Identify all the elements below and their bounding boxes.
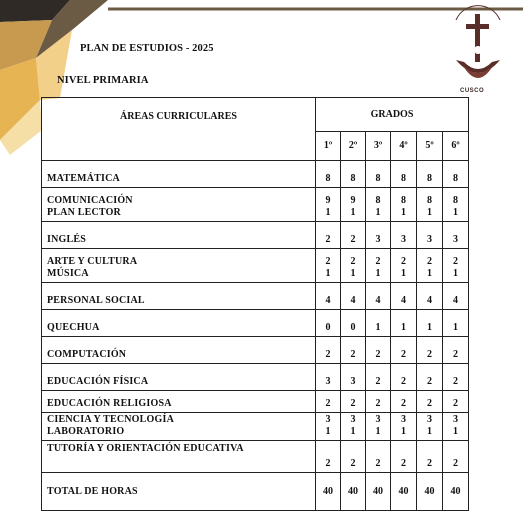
hours-subvalue: 1 bbox=[453, 206, 458, 218]
hours-value: 2 bbox=[375, 457, 381, 469]
hours-subvalue: 1 bbox=[375, 267, 381, 279]
hours-value: 2 bbox=[325, 256, 331, 267]
hours-value: 2 bbox=[453, 397, 458, 409]
hours-cell bbox=[391, 441, 417, 473]
hours-cell bbox=[341, 310, 366, 337]
hours-value: 3 bbox=[350, 414, 356, 425]
hours-cell bbox=[443, 364, 469, 391]
hours-value: 3 bbox=[427, 233, 432, 245]
hours-cell bbox=[443, 161, 469, 188]
hours-value: 2 bbox=[401, 397, 406, 409]
hours-value: 9 bbox=[325, 195, 331, 206]
hours-cell bbox=[316, 413, 341, 441]
area-name: EDUCACIÓN RELIGIOSA bbox=[47, 397, 172, 409]
hours-subvalue: 1 bbox=[401, 425, 406, 437]
area-cell bbox=[42, 188, 316, 222]
hours-value: 1 bbox=[427, 321, 432, 333]
area-name: QUECHUA bbox=[47, 321, 100, 333]
hours-cell bbox=[417, 413, 443, 441]
hours-value: 2 bbox=[325, 397, 331, 409]
hours-value: 2 bbox=[427, 348, 432, 360]
hours-value: 3 bbox=[401, 233, 406, 245]
area-name: COMPUTACIÓN bbox=[47, 348, 127, 360]
hours-value: 1 bbox=[375, 321, 381, 333]
hours-value: 4 bbox=[401, 294, 406, 306]
area-subname: LABORATORIO bbox=[47, 425, 125, 437]
hours-cell bbox=[391, 364, 417, 391]
hours-subvalue: 1 bbox=[427, 267, 432, 279]
hours-value: 2 bbox=[325, 233, 331, 245]
logo-text: CUSCO bbox=[460, 88, 485, 94]
hours-cell bbox=[366, 337, 391, 364]
hours-value: 3 bbox=[453, 414, 458, 425]
hours-value: 2 bbox=[375, 397, 381, 409]
grade-2: 2º bbox=[341, 132, 366, 161]
hours-value: 2 bbox=[375, 375, 381, 387]
area-name: EDUCACIÓN FÍSICA bbox=[47, 375, 149, 387]
hours-value: 8 bbox=[401, 172, 406, 184]
hours-value: 40 bbox=[323, 485, 333, 497]
hours-value: 40 bbox=[373, 485, 383, 497]
hours-cell bbox=[316, 473, 341, 511]
area-cell bbox=[42, 161, 316, 188]
table-row bbox=[42, 413, 469, 441]
grade-3: 3º bbox=[366, 132, 391, 161]
hours-value: 2 bbox=[427, 397, 432, 409]
table-row bbox=[42, 391, 469, 413]
hours-subvalue: 1 bbox=[427, 425, 432, 437]
hours-cell bbox=[443, 310, 469, 337]
area-name: PERSONAL SOCIAL bbox=[47, 294, 145, 306]
hours-cell bbox=[366, 222, 391, 249]
hours-cell bbox=[417, 364, 443, 391]
hours-value: 8 bbox=[427, 195, 432, 206]
hours-cell bbox=[316, 310, 341, 337]
hours-cell bbox=[366, 161, 391, 188]
hours-cell bbox=[366, 441, 391, 473]
hours-value: 2 bbox=[350, 348, 356, 360]
hours-cell bbox=[391, 310, 417, 337]
area-cell bbox=[42, 222, 316, 249]
hours-value: 8 bbox=[350, 172, 356, 184]
hours-value: 0 bbox=[325, 321, 331, 333]
area-name: COMUNICACIÓN bbox=[47, 195, 133, 206]
hours-value: 2 bbox=[427, 375, 432, 387]
hours-value: 8 bbox=[375, 172, 381, 184]
hours-value: 4 bbox=[453, 294, 458, 306]
hours-value: 40 bbox=[398, 485, 409, 497]
hours-subvalue: 1 bbox=[325, 267, 331, 279]
hours-value: 1 bbox=[401, 321, 406, 333]
hours-cell bbox=[341, 222, 366, 249]
hours-cell bbox=[443, 413, 469, 441]
hours-cell bbox=[443, 283, 469, 310]
hours-cell bbox=[443, 473, 469, 511]
hours-cell bbox=[316, 391, 341, 413]
hours-value: 2 bbox=[350, 457, 356, 469]
hours-cell bbox=[391, 222, 417, 249]
hours-value: 3 bbox=[427, 414, 432, 425]
area-cell bbox=[42, 249, 316, 283]
hours-cell bbox=[316, 161, 341, 188]
area-subname: MÚSICA bbox=[47, 267, 89, 279]
hours-value: 3 bbox=[375, 414, 381, 425]
hours-cell bbox=[417, 337, 443, 364]
area-cell bbox=[42, 337, 316, 364]
hours-cell bbox=[391, 188, 417, 222]
hours-value: 8 bbox=[325, 172, 331, 184]
hours-cell bbox=[366, 188, 391, 222]
hours-cell bbox=[341, 364, 366, 391]
hours-value: 2 bbox=[350, 397, 356, 409]
hours-value: 2 bbox=[427, 457, 432, 469]
hours-subvalue: 1 bbox=[325, 206, 331, 218]
hours-value: 0 bbox=[350, 321, 356, 333]
hours-value: 4 bbox=[350, 294, 356, 306]
area-name: MATEMÁTICA bbox=[47, 172, 120, 184]
area-name: TOTAL DE HORAS bbox=[47, 485, 138, 497]
hours-cell bbox=[417, 249, 443, 283]
hours-cell bbox=[341, 391, 366, 413]
hours-cell bbox=[316, 364, 341, 391]
hours-value: 8 bbox=[427, 172, 432, 184]
hours-cell bbox=[443, 391, 469, 413]
hours-value: 1 bbox=[453, 321, 458, 333]
areas-header: ÁREAS CURRICULARES bbox=[42, 98, 316, 161]
grade-1: 1º bbox=[316, 132, 341, 161]
area-cell bbox=[42, 391, 316, 413]
hours-cell bbox=[391, 391, 417, 413]
hours-subvalue: 1 bbox=[375, 425, 381, 437]
hours-value: 2 bbox=[350, 256, 356, 267]
hours-cell bbox=[366, 473, 391, 511]
hours-value: 2 bbox=[375, 256, 381, 267]
table-row bbox=[42, 188, 469, 222]
hours-cell bbox=[341, 188, 366, 222]
hours-value: 8 bbox=[453, 195, 458, 206]
table-row bbox=[42, 473, 469, 511]
hours-value: 40 bbox=[424, 485, 435, 497]
hours-cell bbox=[417, 161, 443, 188]
hours-cell bbox=[341, 473, 366, 511]
hours-cell bbox=[366, 310, 391, 337]
hours-value: 2 bbox=[453, 457, 458, 469]
hours-cell bbox=[341, 413, 366, 441]
hours-value: 3 bbox=[325, 375, 331, 387]
hours-value: 2 bbox=[401, 348, 406, 360]
hours-cell bbox=[341, 283, 366, 310]
curriculum-table bbox=[41, 97, 469, 511]
area-cell bbox=[42, 283, 316, 310]
hours-value: 8 bbox=[453, 172, 458, 184]
hours-value: 2 bbox=[375, 348, 381, 360]
hours-cell bbox=[316, 283, 341, 310]
hours-cell bbox=[316, 188, 341, 222]
hours-cell bbox=[417, 188, 443, 222]
hours-cell bbox=[316, 222, 341, 249]
hours-value: 4 bbox=[427, 294, 432, 306]
hours-cell bbox=[391, 283, 417, 310]
hours-cell bbox=[366, 391, 391, 413]
hours-value: 3 bbox=[401, 414, 406, 425]
hours-cell bbox=[366, 364, 391, 391]
hours-value: 4 bbox=[375, 294, 381, 306]
table-row bbox=[42, 161, 469, 188]
hours-subvalue: 1 bbox=[401, 206, 406, 218]
hours-value: 2 bbox=[453, 348, 458, 360]
hours-cell bbox=[417, 473, 443, 511]
hours-cell bbox=[341, 161, 366, 188]
hours-cell bbox=[417, 310, 443, 337]
hours-value: 4 bbox=[325, 294, 331, 306]
hours-cell bbox=[366, 283, 391, 310]
hours-cell bbox=[417, 391, 443, 413]
document-subtitle: NIVEL PRIMARIA bbox=[57, 75, 149, 86]
hours-value: 3 bbox=[453, 233, 458, 245]
hours-cell bbox=[391, 337, 417, 364]
grade-4: 4º bbox=[391, 132, 417, 161]
area-cell bbox=[42, 441, 316, 473]
hours-cell bbox=[341, 441, 366, 473]
header-row bbox=[42, 98, 469, 132]
area-subname: PLAN LECTOR bbox=[47, 206, 121, 218]
hours-value: 8 bbox=[401, 195, 406, 206]
hours-cell bbox=[341, 249, 366, 283]
hours-subvalue: 1 bbox=[401, 267, 406, 279]
hours-subvalue: 1 bbox=[375, 206, 381, 218]
hours-cell bbox=[443, 188, 469, 222]
hours-subvalue: 1 bbox=[427, 206, 432, 218]
table-row bbox=[42, 441, 469, 473]
area-name: TUTORÍA Y ORIENTACIÓN EDUCATIVA bbox=[47, 443, 244, 454]
hours-value: 2 bbox=[325, 457, 331, 469]
area-cell bbox=[42, 310, 316, 337]
hours-value: 2 bbox=[401, 375, 406, 387]
hours-subvalue: 1 bbox=[453, 425, 458, 437]
table-row bbox=[42, 283, 469, 310]
hours-value: 2 bbox=[427, 256, 432, 267]
hours-subvalue: 1 bbox=[350, 425, 356, 437]
hours-value: 8 bbox=[375, 195, 381, 206]
hours-cell bbox=[341, 337, 366, 364]
hours-subvalue: 1 bbox=[325, 425, 331, 437]
table-row bbox=[42, 337, 469, 364]
table-row bbox=[42, 249, 469, 283]
hours-value: 3 bbox=[350, 375, 356, 387]
hours-value: 3 bbox=[325, 414, 331, 425]
hours-cell bbox=[316, 249, 341, 283]
table-row bbox=[42, 310, 469, 337]
area-name: INGLÉS bbox=[47, 233, 86, 245]
hours-cell bbox=[391, 249, 417, 283]
hours-subvalue: 1 bbox=[453, 267, 458, 279]
hours-cell bbox=[417, 283, 443, 310]
grades-header: GRADOS bbox=[316, 98, 469, 132]
area-cell bbox=[42, 473, 316, 511]
hours-cell bbox=[443, 337, 469, 364]
hours-value: 2 bbox=[325, 348, 331, 360]
hours-value: 40 bbox=[348, 485, 358, 497]
hours-cell bbox=[391, 473, 417, 511]
hours-value: 3 bbox=[375, 233, 381, 245]
hours-cell bbox=[391, 413, 417, 441]
hours-cell bbox=[391, 161, 417, 188]
hours-value: 2 bbox=[453, 375, 458, 387]
grade-6: 6º bbox=[443, 132, 469, 161]
table-row bbox=[42, 222, 469, 249]
hours-cell bbox=[366, 249, 391, 283]
area-name: ARTE Y CULTURA bbox=[47, 256, 138, 267]
hours-value: 2 bbox=[401, 256, 406, 267]
hours-cell bbox=[443, 249, 469, 283]
area-cell bbox=[42, 413, 316, 441]
grade-5: 5º bbox=[417, 132, 443, 161]
school-logo bbox=[448, 2, 508, 98]
hours-cell bbox=[417, 222, 443, 249]
hours-cell bbox=[417, 441, 443, 473]
table-row bbox=[42, 364, 469, 391]
area-cell bbox=[42, 364, 316, 391]
hours-value: 2 bbox=[401, 457, 406, 469]
hours-value: 2 bbox=[453, 256, 458, 267]
hours-cell bbox=[316, 337, 341, 364]
area-name: CIENCIA Y TECNOLOGÍA bbox=[47, 414, 174, 425]
hours-value: 9 bbox=[350, 195, 356, 206]
hours-cell bbox=[443, 441, 469, 473]
document-title: PLAN DE ESTUDIOS - 2025 bbox=[80, 43, 214, 54]
hours-subvalue: 1 bbox=[350, 206, 356, 218]
hours-value: 40 bbox=[450, 485, 461, 497]
hours-cell bbox=[316, 441, 341, 473]
hours-cell bbox=[443, 222, 469, 249]
hours-subvalue: 1 bbox=[350, 267, 356, 279]
hours-value: 2 bbox=[350, 233, 356, 245]
hours-cell bbox=[366, 413, 391, 441]
